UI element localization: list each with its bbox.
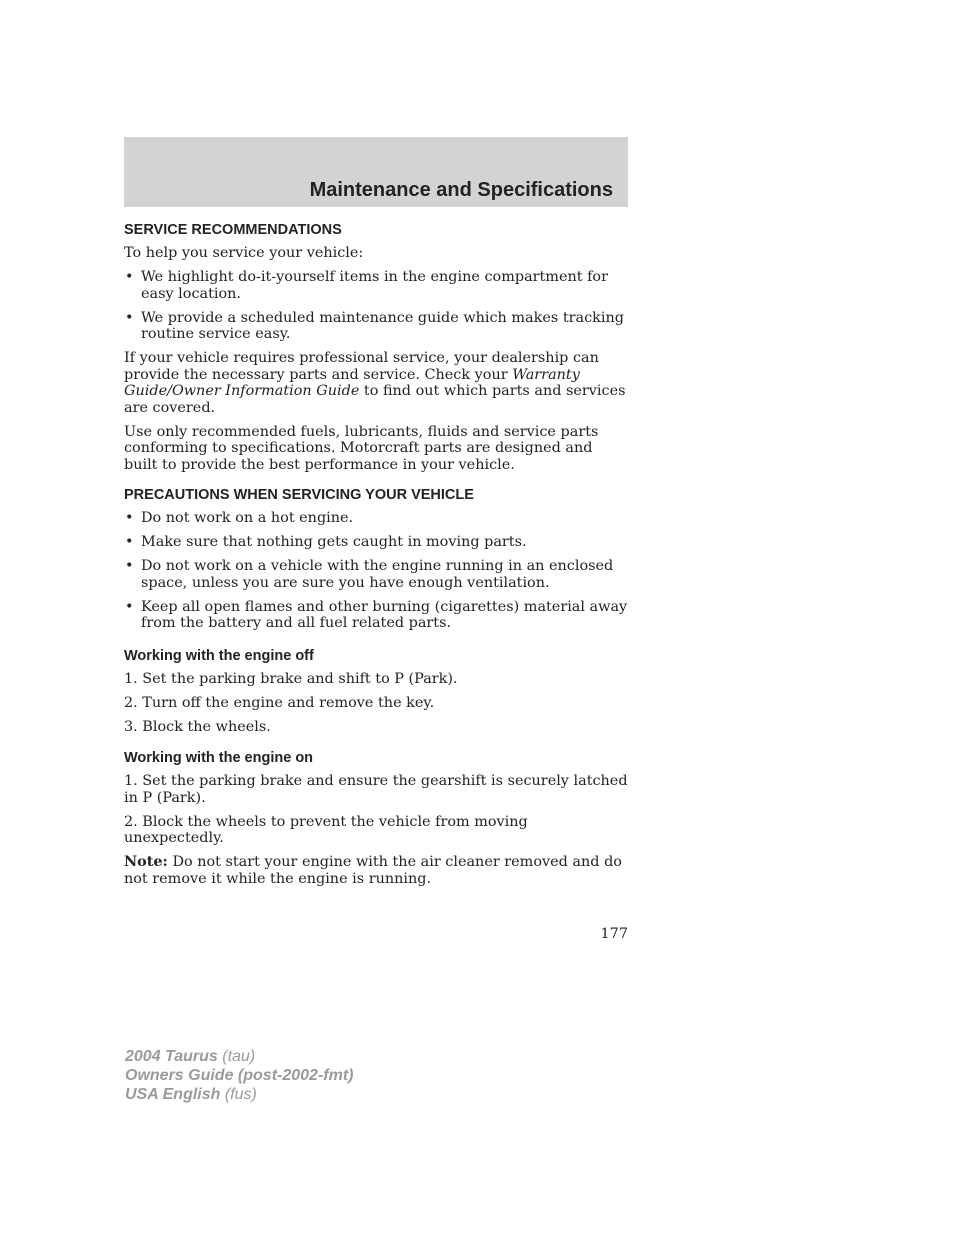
section-header-band: [124, 137, 628, 207]
list-item: 1. Set the parking brake and shift to P (Park).: [124, 670, 458, 687]
precautions-heading: PRECAUTIONS WHEN SERVICING YOUR VEHICLE: [124, 487, 474, 503]
section-title: Maintenance and Specifications: [309, 179, 613, 201]
list-item: 1. Set the parking brake and ensure the gearshift is securely latched in P (Park).: [124, 773, 628, 806]
note-paragraph: [124, 854, 628, 887]
precautions-bullet-list: [124, 510, 628, 632]
list-item: • Do not work on a vehicle with the engine running in an enclosed space, unless you are sure you have enough ventilation.: [124, 558, 628, 591]
list-item: • Keep all open flames and other burning (cigarettes) material away from the battery and all fuel related parts.: [124, 599, 628, 632]
list-item: • Do not work on a hot engine.: [124, 510, 628, 527]
note-label: Note:: [124, 853, 168, 870]
footer-line-model: [125, 1047, 353, 1066]
service-intro: To help you service your vehicle:: [124, 245, 364, 261]
engine-off-heading: Working with the engine off: [124, 647, 314, 664]
footer-language: USA English: [125, 1086, 221, 1103]
service-bullet-list: [124, 269, 628, 343]
footer-model-code: (tau): [217, 1048, 256, 1065]
list-item: 2. Turn off the engine and remove the key.: [124, 694, 435, 711]
list-item: • Make sure that nothing gets caught in moving parts.: [124, 534, 628, 551]
page-number: 177: [600, 926, 628, 942]
engine-on-heading: Working with the engine on: [124, 750, 314, 766]
paragraph-text: If your vehicle requires professional service, your dealership can provide the necessary parts and service. Check your: [124, 350, 599, 383]
engine-off-steps: [124, 671, 628, 736]
footer-model: 2004 Taurus: [125, 1048, 218, 1065]
footer-guide: Owners Guide (post-2002-fmt): [125, 1067, 354, 1084]
professional-service-paragraph: [124, 350, 628, 416]
guide-title-italic: Warranty Guide/Owner Information Guide: [124, 366, 580, 399]
list-item: • We provide a scheduled maintenance guide which makes tracking routine service easy.: [124, 310, 628, 343]
document-footer: [125, 1047, 353, 1104]
footer-language-code: (fus): [220, 1086, 257, 1103]
page-content: [124, 218, 628, 895]
recommended-parts-paragraph: Use only recommended fuels, lubricants, fluids and service parts conforming to specifications. Motorcraft parts are designed and built to provide the best performance in your vehicle.: [124, 423, 599, 473]
footer-line-language: [125, 1085, 353, 1104]
list-item: 2. Block the wheels to prevent the vehicle from moving unexpectedly.: [124, 813, 528, 846]
list-item: • We highlight do-it-yourself items in the engine compartment for easy location.: [124, 269, 628, 302]
footer-line-guide: [125, 1066, 353, 1085]
list-item: 3. Block the wheels.: [124, 718, 271, 735]
service-recommendations-heading: SERVICE RECOMMENDATIONS: [124, 222, 342, 238]
paragraph-text: to find out which parts and services are covered.: [124, 383, 626, 416]
engine-on-steps: [124, 773, 628, 847]
note-text: Do not start your engine with the air cleaner removed and do not remove it while the engine is running.: [124, 854, 622, 887]
